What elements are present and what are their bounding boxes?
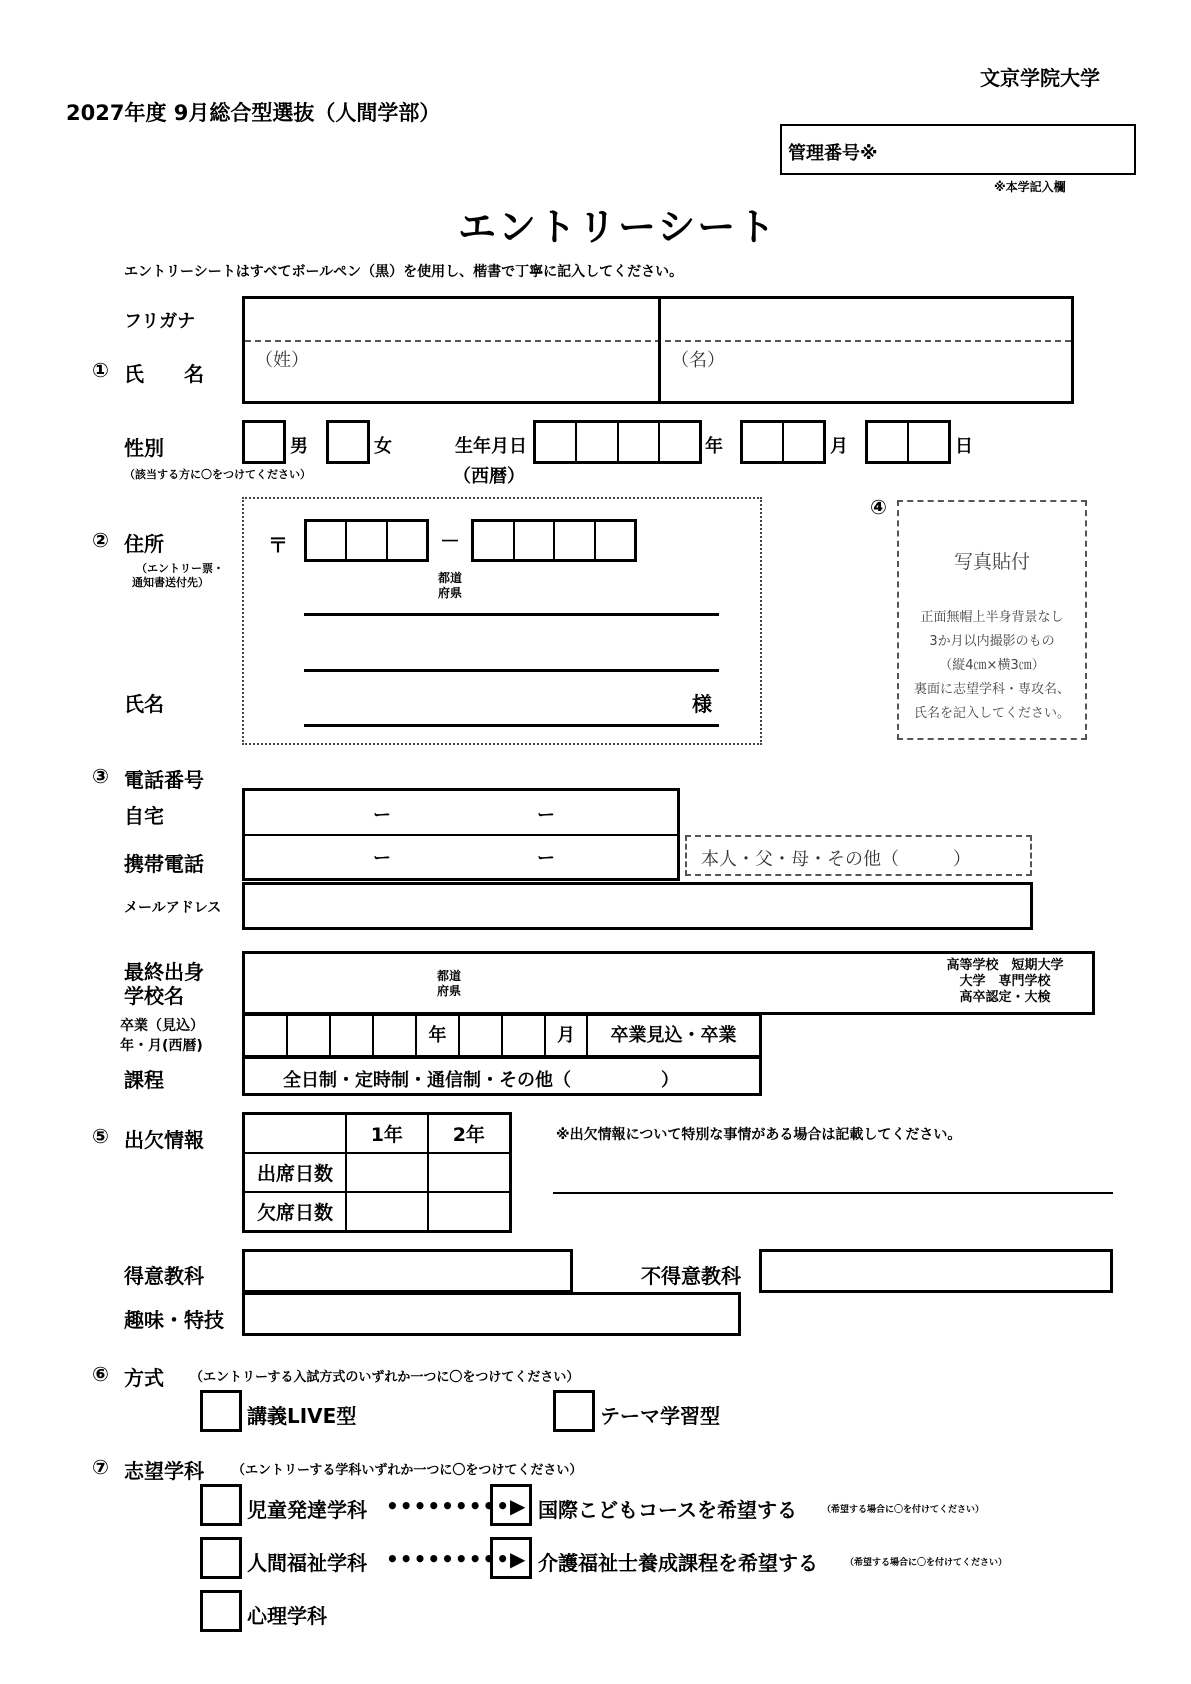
birthdate-note: （西暦） xyxy=(453,466,525,487)
given-furigana-field[interactable] xyxy=(661,299,1071,340)
home-phone-label: 自宅 xyxy=(124,804,164,828)
intl-course-label: 国際こどもコースを希望する xyxy=(538,1498,797,1522)
grad-year-digit-4[interactable] xyxy=(374,1016,417,1055)
page-title: エントリーシート xyxy=(458,205,778,249)
section-number-5: ⑤ xyxy=(92,1124,109,1148)
dept-child-label: 児童発達学科 xyxy=(247,1498,367,1522)
department-label: 志望学科 xyxy=(124,1459,204,1483)
birthdate-label: 生年月日 xyxy=(455,436,527,457)
care-course-note: （希望する場合に〇を付けてください） xyxy=(845,1558,1008,1568)
section-number-2: ② xyxy=(92,528,109,552)
dept-child-checkbox[interactable] xyxy=(200,1484,242,1526)
grad-month-digit-1[interactable] xyxy=(460,1016,503,1055)
prefecture-line-2: 府県 xyxy=(438,586,463,600)
strong-subject-field[interactable] xyxy=(242,1249,573,1293)
grad-month-digit-2[interactable] xyxy=(503,1016,546,1055)
furigana-label: フリガナ xyxy=(124,311,196,332)
gender-label: 性別 xyxy=(124,436,164,460)
attendance-note-line[interactable] xyxy=(553,1192,1113,1194)
course-label: 課程 xyxy=(124,1068,164,1092)
school-label-1: 最終出身 xyxy=(124,960,204,984)
mobile-phone-field[interactable] xyxy=(245,836,677,878)
address-note-1: （エントリー票・ xyxy=(136,562,224,575)
graduation-label xyxy=(120,1016,204,1056)
home-dash-1: ー xyxy=(373,805,391,826)
graduation-row xyxy=(242,1013,762,1058)
method-note: （エントリーする入試方式のいずれか一つに〇をつけてください） xyxy=(190,1370,580,1385)
dept-psychology-label: 心理学科 xyxy=(247,1604,327,1628)
care-course-label: 介護福祉士養成課程を希望する xyxy=(538,1551,818,1575)
grad-year-digit-1[interactable] xyxy=(245,1016,288,1055)
hobby-label: 趣味・特技 xyxy=(124,1308,224,1332)
email-label: メールアドレス xyxy=(124,900,222,916)
absent-days-year1[interactable] xyxy=(346,1192,428,1232)
school-prefecture-2: 府県 xyxy=(437,984,462,998)
hobby-field[interactable] xyxy=(242,1292,741,1336)
female-checkbox[interactable] xyxy=(326,420,370,464)
school-prefecture-label xyxy=(437,969,461,999)
strong-subject-label: 得意教科 xyxy=(124,1264,204,1288)
school-types-1: 高等学校 短期大学 xyxy=(946,958,1064,973)
mobile-dash-1: ー xyxy=(373,848,391,869)
given-name-hint: （名） xyxy=(671,350,725,371)
home-dash-2: ー xyxy=(537,805,555,826)
method-theme-checkbox[interactable] xyxy=(553,1390,595,1432)
male-label: 男 xyxy=(290,436,308,457)
male-checkbox[interactable] xyxy=(242,420,286,464)
sama-label: 様 xyxy=(692,692,712,716)
attendance-label: 出欠情報 xyxy=(124,1128,204,1152)
school-name-field[interactable] xyxy=(242,951,1095,1015)
birth-year-unit: 年 xyxy=(705,436,723,457)
course-field[interactable] xyxy=(242,1056,762,1096)
method-live-label: 講義LIVE型 xyxy=(247,1404,357,1428)
dept-welfare-checkbox[interactable] xyxy=(200,1537,242,1579)
admin-note: ※本学記入欄 xyxy=(994,180,1066,194)
attendance-corner xyxy=(244,1114,347,1154)
given-name-field[interactable] xyxy=(661,342,1071,401)
birth-month-field[interactable] xyxy=(740,420,826,464)
method-live-checkbox[interactable] xyxy=(200,1390,242,1432)
address-line-2[interactable] xyxy=(304,669,719,672)
surname-furigana-field[interactable] xyxy=(245,299,658,340)
birth-day-field[interactable] xyxy=(865,420,951,464)
university-name: 文京学院大学 xyxy=(980,66,1100,90)
mobile-phone-label: 携帯電話 xyxy=(124,852,204,876)
course-options: 全日制・定時制・通信制・その他（ ） xyxy=(283,1070,679,1091)
gender-note: （該当する方に〇をつけてください） xyxy=(124,468,311,481)
name-table xyxy=(242,296,1074,404)
postal-code-first[interactable] xyxy=(304,519,429,562)
section-number-6: ⑥ xyxy=(92,1362,109,1386)
photo-line-3: （縦4㎝×横3㎝） xyxy=(939,658,1045,673)
email-field[interactable] xyxy=(242,882,1033,930)
surname-field[interactable] xyxy=(245,342,658,401)
school-label xyxy=(124,960,204,1008)
prefecture-label xyxy=(438,571,462,601)
intl-course-note: （希望する場合に〇を付けてください） xyxy=(822,1505,985,1515)
section-number-1: ① xyxy=(92,358,109,382)
attendance-row-absent: 欠席日数 xyxy=(244,1192,347,1232)
intl-course-checkbox[interactable] xyxy=(490,1484,532,1526)
phone-table xyxy=(242,788,680,881)
dept-psychology-checkbox[interactable] xyxy=(200,1590,242,1632)
surname-hint: （姓） xyxy=(255,350,309,371)
grad-month-unit: 月 xyxy=(546,1016,588,1055)
absent-days-year2[interactable] xyxy=(428,1192,511,1232)
home-phone-field[interactable] xyxy=(245,791,677,834)
graduation-label-1: 卒業（見込） xyxy=(120,1018,204,1034)
school-type-options[interactable] xyxy=(925,958,1085,1006)
school-types-3: 高卒認定・大検 xyxy=(959,990,1051,1005)
recipient-name-label: 氏名 xyxy=(124,692,164,716)
section-number-4: ④ xyxy=(870,495,887,519)
admin-number-label: 管理番号※ xyxy=(788,143,878,164)
attendance-note: ※出欠情報について特別な事情がある場合は記載してください。 xyxy=(556,1127,962,1143)
weak-subject-label: 不得意教科 xyxy=(641,1264,741,1288)
school-prefecture-1: 都道 xyxy=(437,969,462,983)
dept-child-arrow: •••••••••▶ xyxy=(386,1494,527,1518)
attendance-col-year1: 1年 xyxy=(346,1114,428,1154)
phone-owner-options: 本人・父・母・その他（ ） xyxy=(701,849,971,870)
photo-line-2: 3か月以内撮影のもの xyxy=(929,634,1055,649)
graduation-status-options[interactable]: 卒業見込・卒業 xyxy=(610,1025,737,1046)
photo-line-1: 正面無帽上半身背景なし xyxy=(920,610,1064,625)
attendance-col-year2: 2年 xyxy=(428,1114,511,1154)
postal-dash: － xyxy=(440,529,460,553)
attendance-table xyxy=(242,1112,512,1233)
address-note-2: 通知書送付先） xyxy=(132,576,209,589)
dept-welfare-label: 人間福祉学科 xyxy=(247,1551,367,1575)
birth-month-unit: 月 xyxy=(830,436,848,457)
admin-number-box xyxy=(780,124,1136,175)
school-label-2: 学校名 xyxy=(124,984,184,1008)
recipient-name-line[interactable] xyxy=(304,724,719,727)
birth-year-field[interactable] xyxy=(533,420,702,464)
exam-title: 2027年度 9月総合型選抜（人間学部） xyxy=(66,101,441,125)
postal-code-second[interactable] xyxy=(471,519,637,562)
method-theme-label: テーマ学習型 xyxy=(600,1404,720,1428)
present-days-year2[interactable] xyxy=(428,1153,511,1192)
present-days-year1[interactable] xyxy=(346,1153,428,1192)
method-label: 方式 xyxy=(124,1366,164,1390)
dept-welfare-arrow: •••••••••▶ xyxy=(386,1547,527,1571)
instruction-text: エントリーシートはすべてボールペン（黒）を使用し、楷書で丁寧に記入してください。 xyxy=(124,264,684,280)
photo-line-5: 氏名を記入してください。 xyxy=(913,706,1070,721)
grad-year-unit: 年 xyxy=(417,1016,460,1055)
weak-subject-field[interactable] xyxy=(759,1249,1113,1293)
attendance-row-present: 出席日数 xyxy=(244,1153,347,1192)
section-number-3: ③ xyxy=(92,764,109,788)
name-label: 氏 名 xyxy=(124,362,204,386)
grad-year-digit-2[interactable] xyxy=(288,1016,331,1055)
photo-title: 写真貼付 xyxy=(953,551,1030,573)
phone-label: 電話番号 xyxy=(124,768,204,792)
postal-mark: 〒 xyxy=(268,533,288,557)
photo-line-4: 裏面に志望学科・専攻名、 xyxy=(913,682,1070,697)
mobile-dash-2: ー xyxy=(537,848,555,869)
graduation-label-2: 年・月(西暦) xyxy=(120,1038,203,1054)
address-line-1[interactable] xyxy=(304,613,719,616)
address-label: 住所 xyxy=(124,532,164,556)
section-number-7: ⑦ xyxy=(92,1455,109,1479)
photo-box[interactable] xyxy=(897,500,1087,740)
address-box xyxy=(242,497,762,745)
prefecture-line-1: 都道 xyxy=(438,571,463,585)
phone-owner-box[interactable] xyxy=(685,835,1032,876)
department-note: （エントリーする学科いずれか一つに〇をつけてください） xyxy=(232,1463,583,1478)
birth-day-unit: 日 xyxy=(955,436,973,457)
grad-year-digit-3[interactable] xyxy=(331,1016,374,1055)
care-course-checkbox[interactable] xyxy=(490,1537,532,1579)
school-types-2: 大学 専門学校 xyxy=(959,974,1051,989)
female-label: 女 xyxy=(374,436,392,457)
